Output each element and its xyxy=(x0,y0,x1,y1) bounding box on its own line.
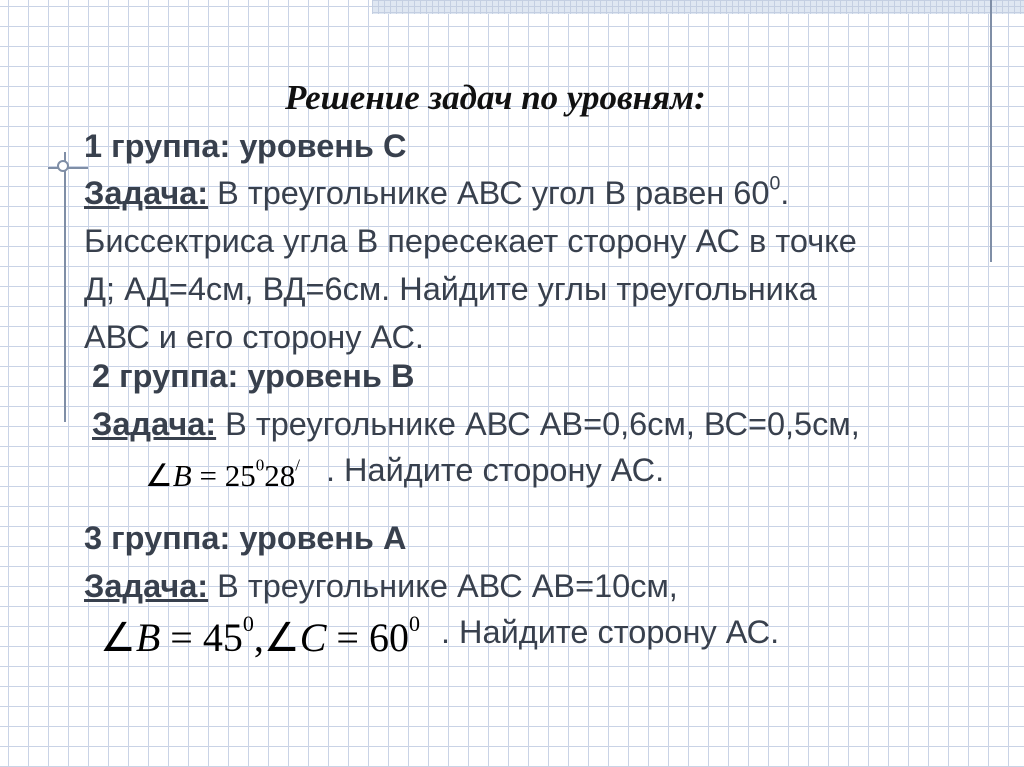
formula-value-b: 45 xyxy=(202,615,243,660)
right-decor-line xyxy=(990,0,992,262)
group-2-heading: 2 группа: уровень В xyxy=(92,358,415,394)
group-1-task-line-3: Д; АД=4см, ВД=6см. Найдите углы треугольника xyxy=(84,271,817,307)
angle-symbol: ∠ xyxy=(145,458,173,493)
group-2-task-text: В треугольнике АВС АВ=0,6см, ВС=0,5см, xyxy=(225,406,860,442)
formula-equals: = xyxy=(191,458,225,493)
degree-superscript: 0 xyxy=(255,455,265,475)
group-1-task-text: В треугольнике АВС угол В равен 60 xyxy=(217,175,770,211)
formula-value-c: 60 xyxy=(368,615,409,660)
header-pattern-bar xyxy=(372,0,1024,14)
group-3-task-line-2: . Найдите сторону АС. xyxy=(441,614,780,650)
formula-equals: = xyxy=(160,615,203,660)
group-3-formula xyxy=(100,611,420,661)
group-1-task-period: . xyxy=(780,175,790,211)
formula-variable: B xyxy=(172,458,192,493)
angle-symbol: ∠ xyxy=(263,615,300,660)
group-3-heading: 3 группа: уровень А xyxy=(84,520,407,556)
formula-variable-c: C xyxy=(299,615,327,660)
group-1-heading: 1 группа: уровень С xyxy=(84,128,407,164)
circle-icon xyxy=(57,160,69,172)
group-2-formula xyxy=(145,455,300,494)
minute-superscript: / xyxy=(295,455,300,475)
degree-superscript: 0 xyxy=(242,611,254,637)
degree-superscript: 0 xyxy=(769,172,781,195)
formula-equals: = xyxy=(326,615,369,660)
group-2-task-line-1 xyxy=(92,406,860,443)
group-2-task-line-2: . Найдите сторону АС. xyxy=(326,452,665,488)
left-decor-line xyxy=(64,152,66,422)
slide-title: Решение задач по уровням: xyxy=(285,78,706,117)
group-1-task-line-4: АВС и его сторону АС. xyxy=(84,319,424,355)
group-1-task-label: Задача: xyxy=(84,175,209,211)
formula-degrees: 25 xyxy=(224,458,256,493)
group-1-task-line-1 xyxy=(84,172,790,212)
formula-separator: , xyxy=(253,615,264,660)
formula-variable-b: B xyxy=(135,615,161,660)
group-3-task-line-1 xyxy=(84,568,678,605)
group-1-task-line-2: Биссектриса угла В пересекает сторону АС в точке xyxy=(84,223,857,259)
degree-superscript: 0 xyxy=(408,611,420,637)
group-3-task-label: Задача: xyxy=(84,568,209,604)
group-2-task-label: Задача: xyxy=(92,406,217,442)
group-3-task-text: В треугольнике АВС АВ=10см, xyxy=(217,568,678,604)
formula-minutes: 28 xyxy=(264,458,296,493)
angle-symbol: ∠ xyxy=(100,615,136,660)
